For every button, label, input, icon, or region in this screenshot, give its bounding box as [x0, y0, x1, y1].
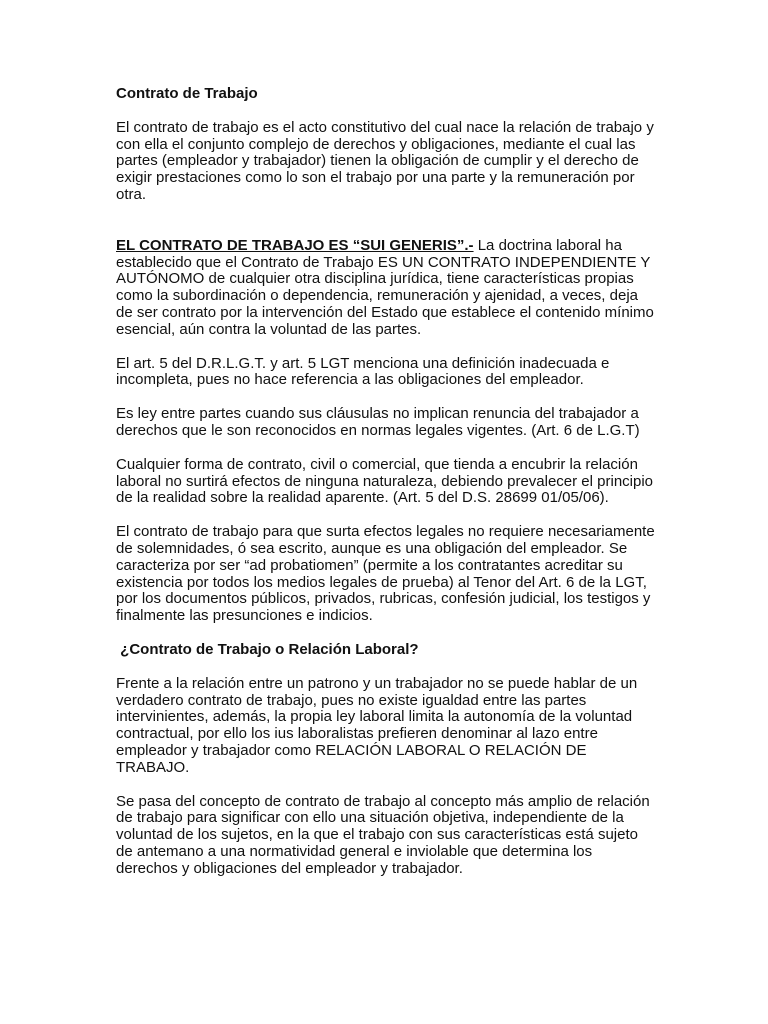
- document-title: Contrato de Trabajo: [116, 85, 258, 102]
- ley-paragraph: Es ley entre partes cuando sus cláusulas no implican renuncia del trabajador a derechos que le son reconocidos en normas legales vigentes. (Art. 6 de L.G.T): [116, 405, 640, 439]
- frente-paragraph: Frente a la relación entre un patrono y un trabajador no se puede hablar de un verdadero contrato de trabajo, pues no existe igualdad entre las partes intervinientes, además, la propia ley laboral limita la autonomía de la voluntad contractual, por ello los ius laboralistas prefieren denominar al lazo entre empleador y trabajador como RELACIÓN LABORAL O RELACIÓN DE TRABAJO.: [116, 674, 638, 776]
- document-page: [116, 86, 656, 877]
- sui-generis-lead: EL CONTRATO DE TRABAJO ES “SUI GENERIS”.-: [116, 236, 474, 254]
- solemnidades-paragraph: El contrato de trabajo para que surta efectos legales no requiere necesariamente de solemnidades, ó sea escrito, aunque es una obligación del empleador. Se caracteriza por ser “ad probatiomen” (permite a los contratantes acreditar su existencia por todos los medios legales de prueba) al Tenor del Art. 6 de la LGT, por los documentos públicos, privados, rubricas, confesión judicial, los testigos y finalmente las presunciones e indicios.: [116, 523, 655, 625]
- art5-paragraph: El art. 5 del D.R.L.G.T. y art. 5 LGT menciona una definición inadecuada e incompleta, pues no hace referencia a las obligaciones del empleador.: [116, 354, 610, 389]
- sui-generis-text: La doctrina laboral ha establecido que el Contrato de Trabajo ES UN CONTRATO INDEPENDIENTE Y AUTÓNOMO de cualquier otra disciplina jurídica, tiene características propias como la subordinación o dependencia, remuneración y ajenidad, a veces, deja de ser contrato por la intervención del Estado que establece el contenido mínimo esencial, aún contra la voluntad de las partes.: [116, 236, 654, 338]
- section-subheading: ¿Contrato de Trabajo o Relación Laboral?: [116, 640, 419, 658]
- sui-generis-paragraph: [116, 238, 656, 339]
- intro-paragraph: El contrato de trabajo es el acto constitutivo del cual nace la relación de trabajo y con ella el conjunto complejo de derechos y obligaciones, mediante el cual las partes (empleador y trabajador) tienen la obligación de cumplir y el derecho de exigir prestaciones como lo son el trabajo por una parte y la remuneración por otra.: [116, 118, 654, 203]
- concepto-paragraph: Se pasa del concepto de contrato de trabajo al concepto más amplio de relación de trabajo para significar con ello una situación objetiva, independiente de la voluntad de los sujetos, en la que el trabajo con sus características está sujeto de antemano a una normatividad general e inviolable que determina los derechos y obligaciones del empleador y trabajador.: [116, 792, 650, 877]
- forma-paragraph: Cualquier forma de contrato, civil o comercial, que tienda a encubrir la relación laboral no surtirá efectos de ninguna naturaleza, debiendo prevalecer el principio de la realidad sobre la realidad aparente. (Art. 5 del D.S. 28699 01/05/06).: [116, 455, 654, 507]
